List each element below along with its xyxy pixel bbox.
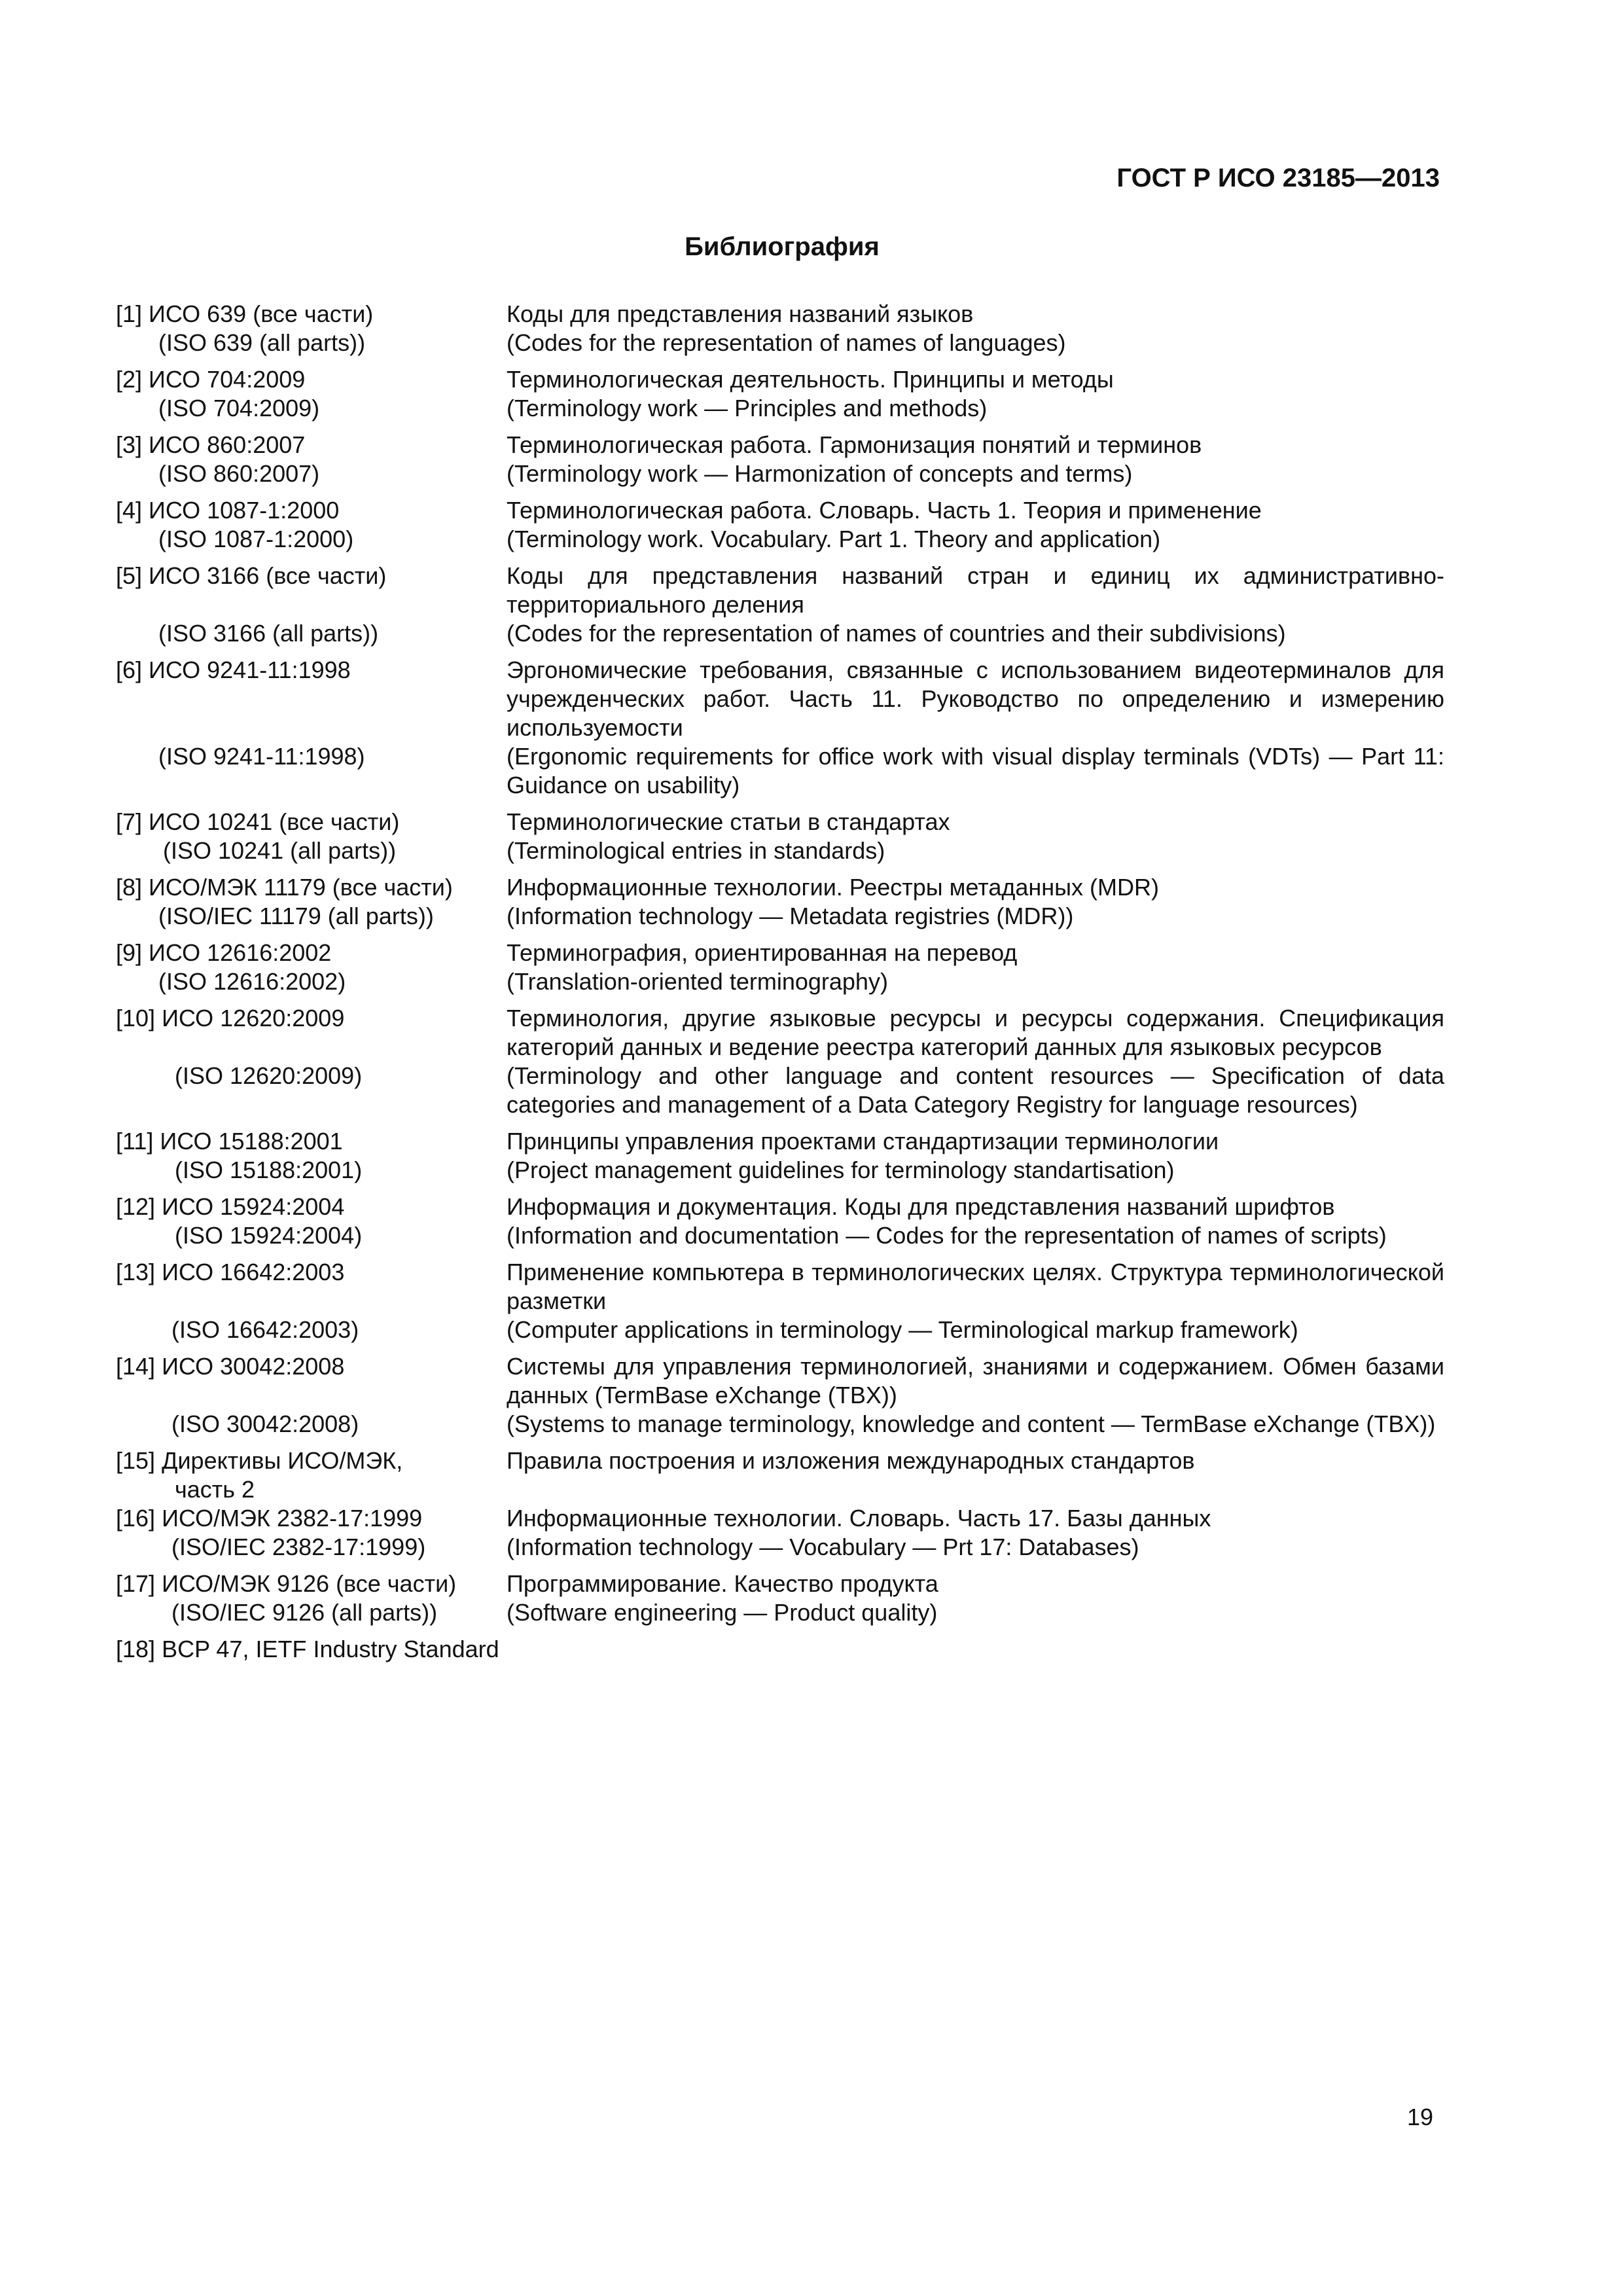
bib-entry-6	[116, 656, 1444, 800]
bibliography-title: Библиография	[685, 232, 880, 261]
entry-ref-en: (ISO 30042:2008)	[171, 1410, 359, 1437]
entry-title-ru: Программирование. Качество продукта	[507, 1570, 938, 1597]
entry-title-ru: Эргономические требования, связанные с использованием видеотерминалов для учрежденческих работ. Часть 11. Руководство по определению и измерению используемости	[507, 656, 1444, 741]
entry-ref-ru: ИСО 12616:2002	[149, 939, 332, 966]
entry-title-en: (Computer applications in terminology — Terminological markup framework)	[507, 1316, 1298, 1343]
bib-entry-9	[116, 939, 1444, 996]
bib-entry-13	[116, 1258, 1444, 1344]
entry-title-ru: Коды для представления названий языков	[507, 300, 974, 327]
bib-entry-11	[116, 1127, 1444, 1185]
entry-number: [6]	[116, 656, 143, 683]
entry-ref-ru: Директивы ИСО/МЭК,	[162, 1447, 403, 1474]
entry-number: [9]	[116, 939, 143, 966]
entry-ref-ru: ИСО 3166 (все части)	[149, 562, 387, 589]
entry-ref-ru: ИСО/МЭК 11179 (все части)	[149, 874, 453, 901]
entry-ref-ru: ИСО 30042:2008	[162, 1353, 345, 1380]
entry-ref-en: (ISO/IEC 2382-17:1999)	[171, 1534, 426, 1560]
entry-ref-ru: ИСО/МЭК 9126 (все части)	[162, 1570, 457, 1597]
entry-title-ru: Терминологическая работа. Гармонизация понятий и терминов	[507, 431, 1202, 458]
bib-entry-12	[116, 1193, 1444, 1250]
entry-title-ru: Терминологическая деятельность. Принципы и методы	[507, 366, 1114, 393]
entry-title-en: (Terminology and other language and content resources — Specification of data categories and management of a Data Category Registry for language resources)	[507, 1062, 1444, 1118]
entry-number: [16]	[116, 1505, 156, 1532]
entry-ref-en: (ISO 12616:2002)	[158, 968, 346, 995]
entry-ref-ru: ИСО 860:2007	[149, 431, 306, 458]
entry-number: [12]	[116, 1193, 156, 1220]
entry-ref-en: (ISO 704:2009)	[158, 395, 320, 422]
bib-entry-4	[116, 496, 1444, 554]
bib-entry-15	[116, 1446, 1444, 1504]
bib-entry-14	[116, 1352, 1444, 1439]
bib-entry-18	[116, 1635, 1444, 1664]
entry-title-en: (Terminology work — Principles and methods)	[507, 395, 988, 422]
bib-entry-17	[116, 1570, 1444, 1627]
entry-title-ru: Правила построения и изложения международных стандартов	[507, 1447, 1195, 1474]
entry-ref-en: (ISO 10241 (all parts))	[163, 837, 397, 864]
entry-title-ru: Принципы управления проектами стандартизации терминологии	[507, 1128, 1219, 1155]
entry-ref-en: (ISO 15188:2001)	[175, 1157, 363, 1183]
entry-title-ru: Коды для представления названий стран и единиц их административно-территориального деления	[507, 562, 1444, 618]
entry-number: [15]	[116, 1447, 156, 1474]
entry-title-en: (Codes for the representation of names of languages)	[507, 329, 1066, 356]
entry-ref-ru: ИСО/МЭК 2382-17:1999	[162, 1505, 423, 1532]
entry-number: [10]	[116, 1005, 156, 1031]
entry-ref-en: (ISO 9241-11:1998)	[158, 743, 365, 770]
bib-entry-1	[116, 300, 1444, 357]
entry-number: [5]	[116, 562, 143, 589]
entry-number: [11]	[116, 1128, 154, 1155]
entry-title-ru: Терминологические статьи в стандартах	[507, 808, 950, 835]
entry-ref-en: (ISO 15924:2004)	[175, 1222, 363, 1249]
entry-title-en: (Systems to manage terminology, knowledge and content — TermBase eXchange (TBX))	[507, 1410, 1436, 1437]
entry-title-ru: Применение компьютера в терминологических целях. Структура терминологической разметки	[507, 1259, 1444, 1314]
entry-number: [17]	[116, 1570, 156, 1597]
entry-ref-en: (ISO 1087-1:2000)	[158, 526, 354, 552]
entry-title-en: (Translation-oriented terminography)	[507, 968, 888, 995]
entry-ref-ru: ИСО 9241-11:1998	[149, 656, 351, 683]
entry-ref-ru: ИСО 704:2009	[149, 366, 306, 393]
entry-ref-en: (ISO 639 (all parts))	[158, 329, 366, 356]
entry-number: [2]	[116, 366, 143, 393]
entry-ref-ru: ИСО 1087-1:2000	[149, 497, 340, 524]
entry-number: [1]	[116, 300, 143, 327]
entry-number: [4]	[116, 497, 143, 524]
bib-entry-2	[116, 365, 1444, 423]
entry-title-ru: Информационные технологии. Словарь. Часть 17. Базы данных	[507, 1505, 1211, 1532]
bib-entry-8	[116, 873, 1444, 931]
entry-title-ru: Терминология, другие языковые ресурсы и ресурсы содержания. Спецификация категорий данных и ведение реестра категорий данных для языковых ресурсов	[507, 1005, 1444, 1060]
entry-title-en: (Information technology — Metadata registries (MDR))	[507, 903, 1074, 929]
entry-title-ru: Терминологическая работа. Словарь. Часть 1. Теория и применение	[507, 497, 1262, 524]
entry-title-en: (Terminology work — Harmonization of concepts and terms)	[507, 460, 1133, 487]
entry-number: [18]	[116, 1636, 156, 1662]
entry-title-en: (Terminology work. Vocabulary. Part 1. Theory and application)	[507, 526, 1161, 552]
entry-title-ru: Системы для управления терминологией, знаниями и содержанием. Обмен базами данных (TermBase eXchange (TBX))	[507, 1353, 1444, 1408]
entry-ref-ru: ИСО 15924:2004	[162, 1193, 345, 1220]
entry-title-en: (Project management guidelines for terminology standartisation)	[507, 1157, 1175, 1183]
entry-number: [14]	[116, 1353, 156, 1380]
entry-ref-ru: BCP 47, IETF Industry Standard	[162, 1636, 499, 1662]
entry-title-ru: Информация и документация. Коды для представления названий шрифтов	[507, 1193, 1335, 1220]
entry-title-ru: Терминография, ориентированная на перевод	[507, 939, 1018, 966]
entry-ref-en: (ISO 860:2007)	[158, 460, 320, 487]
entry-ref-ru: ИСО 12620:2009	[162, 1005, 345, 1031]
entry-ref-en: (ISO/IEC 11179 (all parts))	[158, 903, 434, 929]
entry-title-en: (Terminological entries in standards)	[507, 837, 885, 864]
entry-number: [7]	[116, 808, 143, 835]
entry-title-ru: Информационные технологии. Реестры метаданных (MDR)	[507, 874, 1159, 901]
entry-ref-ru: ИСО 639 (все части)	[149, 300, 374, 327]
entry-ref-ru: ИСО 16642:2003	[162, 1259, 345, 1285]
entry-title-en: (Information technology — Vocabulary — Prt 17: Databases)	[507, 1534, 1139, 1560]
bibliography-list	[116, 300, 1444, 1672]
bib-entry-10	[116, 1004, 1444, 1119]
entry-title-en: (Software engineering — Product quality)	[507, 1599, 938, 1626]
entry-title-en: (Ergonomic requirements for office work with visual display terminals (VDTs) — Part 11: Guidance on usability)	[507, 743, 1444, 798]
entry-ref-en: (ISO/IEC 9126 (all parts))	[171, 1599, 438, 1626]
entry-ref-en: (ISO 3166 (all parts))	[158, 620, 379, 647]
entry-ref-en: (ISO 16642:2003)	[171, 1316, 359, 1343]
entry-title-en: (Codes for the representation of names of countries and their subdivisions)	[507, 620, 1286, 647]
entry-number: [3]	[116, 431, 143, 458]
page-number: 19	[1406, 2104, 1433, 2130]
entry-ref-ru: ИСО 15188:2001	[160, 1128, 343, 1155]
entry-ref-ru: ИСО 10241 (все части)	[149, 808, 400, 835]
bib-entry-3	[116, 431, 1444, 488]
entry-number: [13]	[116, 1259, 156, 1285]
entry-ref-en: часть 2	[175, 1476, 255, 1503]
entry-ref-en: (ISO 12620:2009)	[175, 1062, 363, 1089]
entry-title-en: (Information and documentation — Codes for the representation of names of scripts)	[507, 1222, 1387, 1249]
bib-entry-16	[116, 1504, 1444, 1562]
bib-entry-5	[116, 562, 1444, 648]
bib-entry-7	[116, 808, 1444, 865]
doc-code: ГОСТ Р ИСО 23185—2013	[1116, 164, 1440, 192]
entry-number: [8]	[116, 874, 143, 901]
